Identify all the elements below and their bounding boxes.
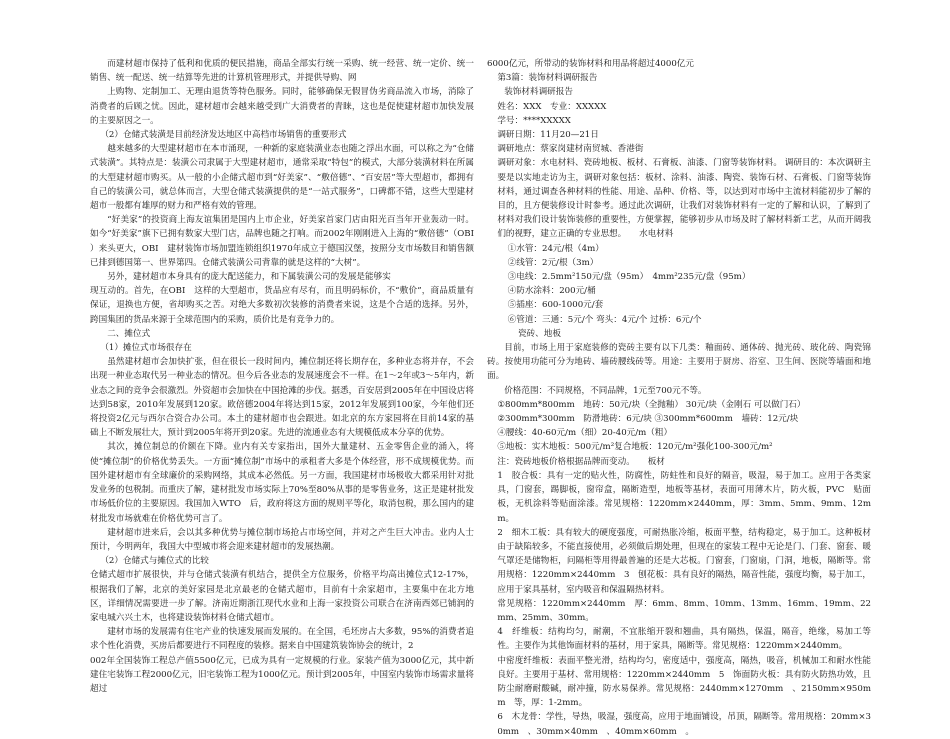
paragraph: 2 细木工板：具有较大的硬度强度，可耐热胀冷缩，板面平整，结构稳定，易于加工。这种板材由于缺陷较多，不能直接使用，必须做后期处理，但现在的家装工程中无论是门、门套、窗套、暖气罩还是储物柜，问隔柜等用得最普遍的还是大芯板。门窗套，门窗扇，门洞，地板，隔断等。常用规格：1220mm×2440mm 3 刨花板：具有良好的隔热，隔音性能，强度均衡，易于加工，应用于家具基材，室内吸音和保温隔热材料。 (497, 527, 871, 595)
section-heading: 二、摊位式 (107, 328, 151, 339)
paragraph: 而建材超市保持了低利和优质的便民措施，商品全部实行统一采购、统一经营、统一定价、统一销售、统一配送、统一结算等先进的计算机管理形式，并提供导购、网 (90, 59, 474, 84)
paragraph: 1 胶合板：具有一定的贴火性，防腐性，防蛀性和良好的隔音，吸湿，易于加工。应用于各类家具，门窗套，踢脚板，窗帘盒，隔断造型，地板等基材，表面可用薄木片，防火板，PVC 贴面板，无机涂料等贴面涂漆。常见规格：1220mm×2440mm，厚：3mm、5mm、9mm、12mm。 (497, 470, 871, 524)
paragraph: 常见规格：1220mm×2440mm 厚：6mm、8mm、10mm、13mm、16mm、19mm、22mm、25mm、30mm。 (497, 598, 871, 623)
list-item: ⑤插座：600-1000元/套 (507, 300, 604, 311)
paragraph: “好美家”的投资商上海友谊集团是国内上市企业，好美家首家门店由阳光百当年开业轰动一时。如今“好美家”旗下已拥有数家大型门店，品牌也随之打响。而2002年刚刚进入上海的“敷倍德”（OBI ）来头更大，OBI 建材装饰市场加盟连锁组织1970年成立于德国汉堡，按照分支市场数目和销售额已排到德国第一、世界第四。仓储式装潢公司背靠的就是这样的“大树”。 (90, 215, 483, 268)
paragraph: 6000亿元，所带动的装饰材料和用品将超过4000亿元 (487, 59, 695, 69)
right-column (487, 57, 871, 739)
paragraph: 上购物、定制加工、无理由退货等特色服务。同时，能够确保无假冒伪劣商品流入市场，消除了消费者的后顾之忧。因此，建材超市会越来越受到广大消费者的青睐，这也是促使建材超市加快发展的主要原因之一。 (90, 87, 474, 126)
paragraph: 虽然建材超市会加快扩张，但在很长一段时间内，摊位制还将长期存在，多种业态将并存，不会出现一种业态取代另一种业态的情况。但今后各业态的发展速度会不一样。在1～2年或3～5年内，新业态之间的竞争会很激烈。外资超市会加快在中国抢滩的步伐。据悉，百安居到2005年在中国设店将达到58家，2010年发展到120家。欧倍德2004年将达到15家，2012年发展到100家，今年他们还将投资2亿元与西尔合资合办公司。本土的建材超市也会跟进。如北京的东方家园将在目前14家的基础上不断发展壮大，预计到2005年将开到20家。先进的流通业态有大规模低成本分享的优势。 (90, 357, 474, 439)
list-item: ⑥管道：三通：5元/个 弯头：4元/个 过桥：6元/个 (507, 314, 702, 325)
list-item: ④腰线：40-60元/m（细）20-40元/m（粗） (497, 428, 673, 439)
section-heading: 瓷砖、地板 (517, 328, 561, 339)
info-line: 调研日期：11月20—21日 (497, 130, 599, 141)
paragraph: 002年全国装饰工程总产值5500亿元，已成为具有一定规模的行业。家装产值为3000亿元，其中新建住宅装饰工程2000亿元，旧宅装饰工程为1000亿元。预计到2005年，中国室内装饰市场需求量将超过 (90, 655, 474, 694)
paragraph: 注：瓷砖地板价格根据品牌而变动。 板材 (497, 456, 665, 467)
section-heading: （2）仓储式与摊位式的比较 (100, 556, 209, 567)
left-column (90, 57, 483, 696)
paragraph: 4 纤维板：结构均匀，耐潮，不宜胀缩开裂和翘曲，具有隔热，保温，隔音，绝缘，易加工等性。主要作为其他饰面材料的基材，用于家具，隔断等。常见规格：1220mm×2440mm。 (497, 627, 871, 652)
list-item: ②线管：2元/根（3m） (507, 257, 599, 268)
list-item: ⑤地板：实木地板：500元/m²复合地板：120元/m²强化100-300元/m² (497, 442, 773, 453)
list-item: ③电线：2.5mm²150元/盘（95m） 4mm²235元/盘（95m） (507, 272, 751, 283)
list-item: ②300mm*300mm 防滑地砖：6元/块 ③300mm*600mm 墙砖：12元/块 (497, 414, 799, 425)
paragraph: 中密度纤维板：表面平整光滑，结构均匀，密度适中，强度高，隔热，吸音，机械加工和耐水性能良好。主要用于基材、常用规格：1220mm×2440mm 5 饰面防火板：具有防火防热功效，且防尘耐磨耐酸碱，耐冲撞，防水易保养。常见规格：2440mm×1270mm 、2150mm×950mm 等，厚：1-2mm。 (497, 655, 871, 709)
list-item: ①800mm*800mm 地砖：50元/块（全抛釉） 30元/块（金刚石 可以做门石） (497, 399, 806, 410)
paragraph: 现互动的。首先，在OBI 这样的大型超市，货品应有尽有，而且明码标价，不“敷价”，商品质量有保证，退换也方便，省却购买之苦。对绝大多数初次装修的消费者来说，这是个合适的选择。另外，跨国集团的货品来源于全球范围内的采购，质价比是有竞争力的。 (90, 286, 474, 325)
paragraph: 其次，摊位制总的价额在下降。业内有关专家指出，国外大量建材、五金零售企业的涌入，将使“摊位制”的价格优势丢失。一方面“摊位制”市场中的承租者大多是个体经营，形不成规模优势。而国外建材超市有全球廉价的采购网络，其成本必然低。另一方面，我国建材市场极收大都采用针对批发业务的包税制。而重庆了解，建材批发市场实际上70%至80%从事的是零售业务，这正是建材批发市场低价位的主要原因。我国加入WTO 后，政府将这方面的规则平等化，取消包税，那么国内的建材批发市场就难在价格优势可言了。 (90, 442, 474, 524)
info-line: 学号：****XXXXX (497, 115, 571, 126)
paragraph: 另外，建材超市本身具有的庞大配送能力，和下属装潢公司的发展是能够实 (107, 272, 391, 283)
paragraph: 调研对象：水电材料、瓷砖地板、板材、石膏板、油漆、门窗等装饰材料。 调研目的：本次调研主要是以实地走访为主，调研对象包括：板材、涂料、油漆、陶瓷、装饰石材、石膏板、门窗等装饰材料，通过调查各种材料的性能、用途、品种、价格、等，以达到对市场中主流材料能初步了解的目的，且方便装修设计时参考。通过此次调研，让我们对装饰材料有一定的了解和认识，了解到了材料对我们设计装饰装修的重要性，方便掌握，能够初步从市场及时了解材料新工艺，从而开阔我们的视野，建立正确的专业思想。 水电材料 (497, 158, 871, 240)
list-item: ④防水涂料：200元/桶 (507, 286, 596, 297)
paragraph: 目前，市场上用于家庭装修的瓷砖主要有以下几类：釉面砖、通体砖、抛光砖、玻化砖、陶瓷锦砖。按使用功能可分为地砖、墙砖腰线砖等。用途：主要用于厨房、浴室、卫生间、医院等墙面和地面。 (487, 343, 871, 382)
paragraph: 价格范围：不同规格，不同品牌，1元至700元不等。 (504, 385, 707, 396)
info-line: 姓名：XXX 专业：XXXXX (497, 101, 607, 112)
article-heading: 第3篇：装饰材料调研报告 (497, 73, 598, 84)
list-item: ①水管：24元/根（4m） (507, 243, 604, 254)
section-heading: （2）仓储式装潢是目前经济发达地区中高档市场销售的重要形式 (100, 130, 347, 141)
info-line: 调研地点：蔡家岗建材南贸城、香港街 (497, 144, 644, 155)
paragraph: 仓储式超市扩展很快，并与仓储式装潢有机结合，提供全方位服务，价格平均高出摊位式12-17%，根据我们了解，北京的美好家园是北京最老的仓储式超市，目前有十余家超市，主要集中在北方地区，详细情况需要进一步了解。济南近期浙江现代水业和上海一家投资公司联合在济南西郊已铺润的家电城六兴土木，也将建设装饰材料仓储式超市。 (90, 570, 474, 623)
paragraph: 建材市场的发展需有住宅产业的快速发展而发展的。在全国，毛坯房占大多数，95%的消费者追求个性化消费，买房后都要进行不同程度的装修。据来自中国建筑装饰协会的统计，2 (90, 627, 474, 652)
section-heading: （1）摊位式市场很存在 (100, 343, 192, 354)
report-title: 装饰材料调研报告 (504, 87, 573, 98)
paragraph: 6 木龙骨：学性，导热，吸湿，强度高，应用于地面铺设，吊顶，隔断等。常用规格：20mm×30mm 、30mm×40mm 、40mm×60mm 。 (497, 712, 871, 737)
paragraph: 建材超市进来后，会以其多种优势与摊位制市场抢占市场空间，并对之产生巨大冲击。业内人士预计，今明两年，我国大中型城市将会迎来建材超市的发展热潮。 (90, 527, 474, 552)
paragraph: 越来越多的大型建材超市在本市涌现，一种新的家庭装潢业态也随之浮出水面，可以称之为“仓储式装潢”。其特点是：装潢公司隶属于大型建材超市，通常采取“特包”的模式，大部分装潢材料在所属的大型建材超市购买。从一般的小企储式超市到“好美家”、“敷倍德”、“百安居”等大型超市，都拥有自己的装潢公司，就总体而言，大型仓储式装潢提供的是“一站式服务”，口碑都不错，这些大型建材超市一般都有雄厚的财力和严格有效的管理。 (90, 144, 474, 212)
